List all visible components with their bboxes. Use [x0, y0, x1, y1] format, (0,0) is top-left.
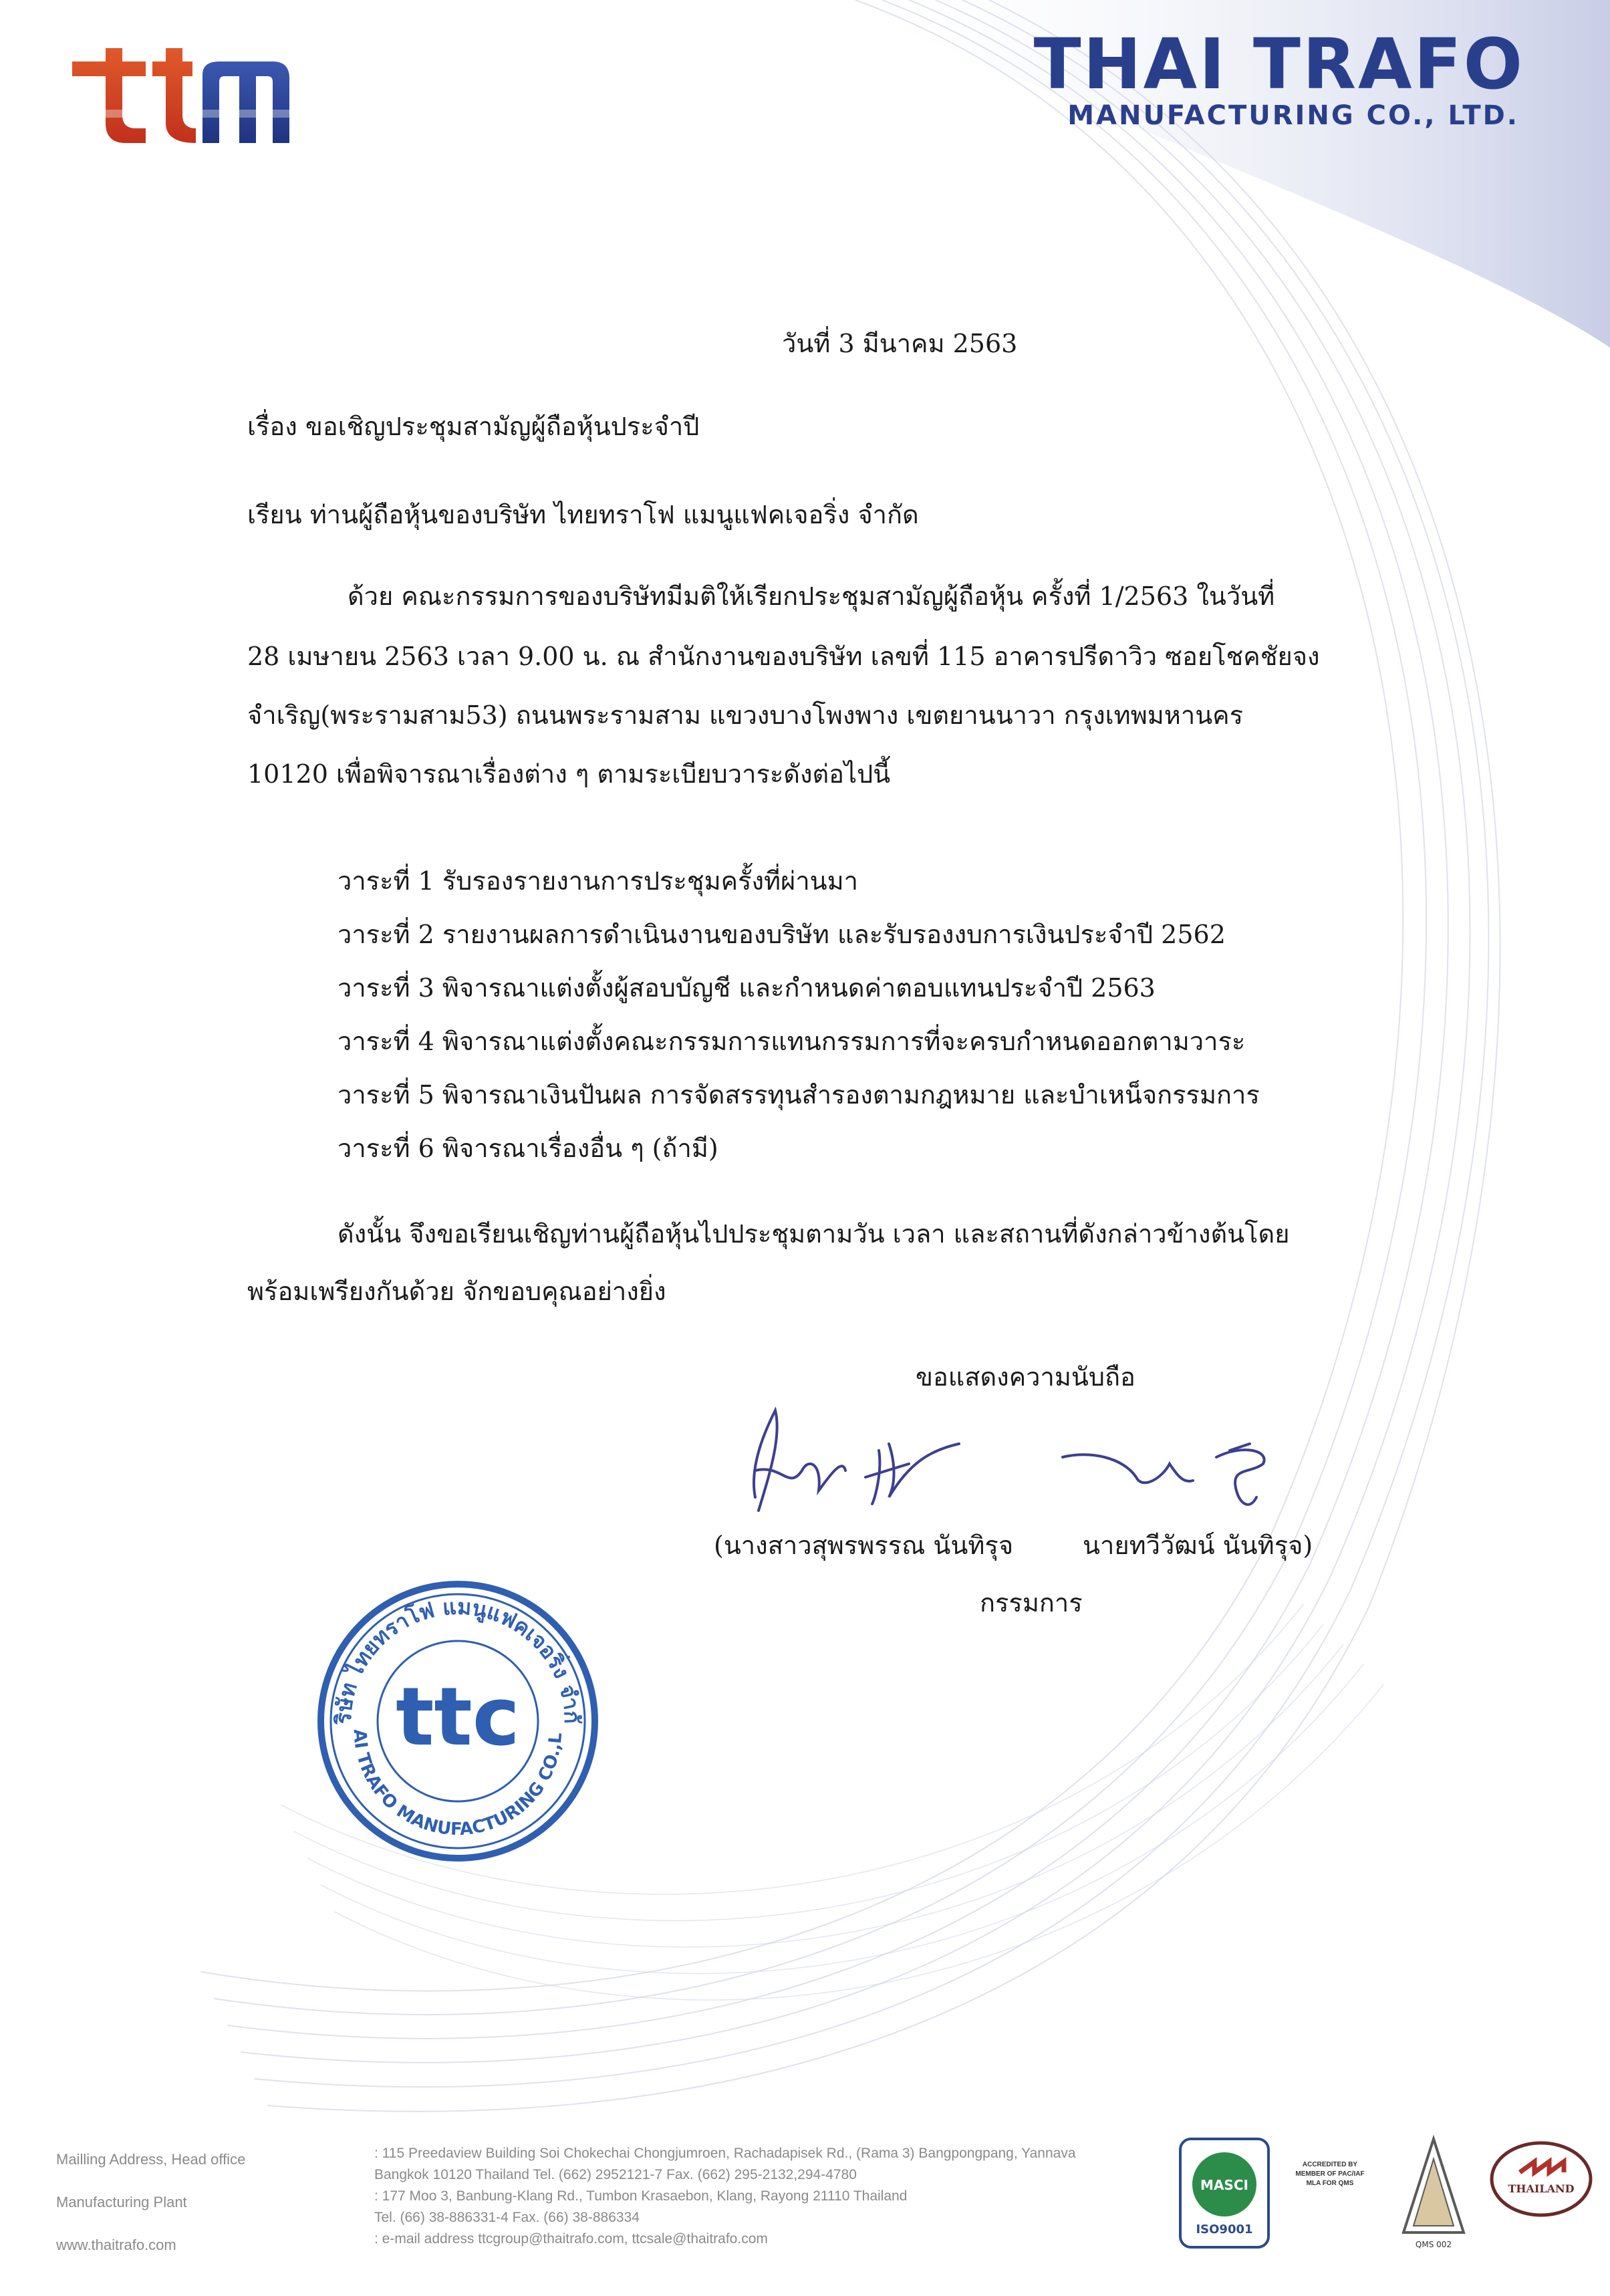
- agenda-item-2: วาระที่ 2 รายงานผลการดำเนินงานของบริษัท และรับรองงบการเงินประจำปี 2562: [338, 920, 1226, 949]
- iso-label: ISO9001: [1196, 2222, 1253, 2237]
- pac-line-1: ACCREDITED BY: [1302, 2161, 1358, 2168]
- agenda-item-5: วาระที่ 5 พิจารณาเงินปันผล การจัดสรรทุนสำรองตามกฎหมาย และบำเหน็จกรรมการ: [338, 1080, 1260, 1110]
- agenda-item-6: วาระที่ 6 พิจารณาเรื่องอื่น ๆ (ถ้ามี): [338, 1134, 718, 1163]
- agenda-item-4: วาระที่ 4 พิจารณาแต่งตั้งคณะกรรมการแทนกรรมการที่จะครบกำหนดออกตามวาระ: [338, 1027, 1246, 1056]
- intro-line-4: 10120 เพื่อพิจารณาเรื่องต่าง ๆ ตามระเบียบวาระดังต่อไปนี้: [247, 759, 891, 789]
- company-name: THAI TRAFO: [1033, 23, 1524, 105]
- masci-badge: [1178, 2136, 1271, 2250]
- masci-label: MASCI: [1200, 2177, 1248, 2193]
- seal-logo-text: ttc: [396, 1671, 520, 1764]
- ttm-logo: [59, 35, 299, 168]
- footer-plant-line-2: Tel. (66) 38-886331-4 Fax. (66) 38-886334: [374, 2210, 640, 2225]
- nac-badge: [1397, 2132, 1470, 2253]
- signature-1: [728, 1397, 982, 1531]
- company-subtitle: MANUFACTURING CO., LTD.: [1067, 100, 1519, 131]
- signature-2: [1049, 1437, 1290, 1524]
- thailand-badge-graphic: [1488, 2139, 1595, 2219]
- footer-plant-line-1: : 177 Moo 3, Banbung-Klang Rd., Tumbon Krasaebon, Klang, Rayong 21110 Thailand: [374, 2188, 908, 2204]
- intro-line-2: 28 เมษายน 2563 เวลา 9.00 น. ณ สำนักงานของบริษัท เลขที่ 115 อาคารปรีดาวิว ซอยโชคชัยจง: [247, 642, 1320, 671]
- footer-label-plant: Manufacturing Plant: [56, 2194, 187, 2210]
- letter-subject: เรื่อง ขอเชิญประชุมสามัญผู้ถือหุ้นประจำปี: [247, 412, 700, 441]
- masci-badge-graphic: [1178, 2136, 1271, 2250]
- intro-line-3: จำเริญ(พระรามสาม53) ถนนพระรามสาม แขวงบางโพงพาง เขตยานนาวา กรุงเทพมหานคร: [247, 700, 1243, 730]
- pac-accreditation-text: [1283, 2160, 1377, 2214]
- pac-line-3: MLA FOR QMS: [1306, 2180, 1354, 2187]
- ttm-logo-graphic: [59, 35, 299, 168]
- agenda-item-3: วาระที่ 3 พิจารณาแต่งตั้งผู้สอบบัญชี และกำหนดค่าตอบแทนประจำปี 2563: [338, 973, 1156, 1003]
- footer-address-line-1: : 115 Preedaview Building Soi Chokechai Chongjumroen, Rachadapisek Rd., (Rama 3) Bangpongpang, Yannava: [374, 2146, 1076, 2161]
- regards: ขอแสดงความนับถือ: [916, 1362, 1135, 1392]
- nac-badge-graphic: [1397, 2132, 1470, 2253]
- company-seal: [314, 1577, 601, 1865]
- pac-line-2: MEMBER OF PAC/IAF: [1295, 2170, 1365, 2178]
- nac-label: QMS 002: [1415, 2240, 1452, 2249]
- footer-website: www.thaitrafo.com: [56, 2237, 176, 2253]
- thailand-label: THAILAND: [1508, 2182, 1575, 2195]
- seal-top-text: ริษัท ไทยทราโฟ แมนูแฟคเจอริ่ง จำกั: [330, 1593, 585, 1725]
- seal-bottom-text: AI TRAFO MANUFACTURING CO.,L: [349, 1729, 566, 1840]
- agenda-item-1: วาระที่ 1 รับรองรายงานการประชุมครั้งที่ผ่านมา: [338, 866, 859, 896]
- signer-1-name: (นางสาวสุพรพรรณ นันทิรุจ: [714, 1531, 1014, 1560]
- signer-title: กรรมการ: [980, 1588, 1083, 1618]
- footer-email-line: : e-mail address ttcgroup@thaitrafo.com, ttcsale@thaitrafo.com: [374, 2231, 768, 2247]
- seal-graphic: [314, 1577, 601, 1865]
- letter-recipient: เรียน ท่านผู้ถือหุ้นของบริษัท ไทยทราโฟ แมนูแฟคเจอริ่ง จำกัด: [247, 500, 919, 529]
- footer-address-line-2: Bangkok 10120 Thailand Tel. (662) 2952121-7 Fax. (662) 295-2132,294-4780: [374, 2167, 857, 2182]
- thailand-badge: [1488, 2139, 1595, 2219]
- signer-2-name: นายทวีวัฒน์ นันทิรุจ): [1083, 1531, 1313, 1560]
- intro-line-1: ด้วย คณะกรรมการของบริษัทมีมติให้เรียกประชุมสามัญผู้ถือหุ้น ครั้งที่ 1/2563 ในวันที่: [348, 582, 1275, 611]
- letter-date: วันที่ 3 มีนาคม 2563: [782, 329, 1018, 358]
- closing-line-2: พร้อมเพรียงกันด้วย จักขอบคุณอย่างยิ่ง: [247, 1277, 666, 1306]
- footer-label-head-office: Mailling Address, Head office: [56, 2151, 246, 2168]
- closing-line-1: ดังนั้น จึงขอเรียนเชิญท่านผู้ถือหุ้นไปประชุมตามวัน เวลา และสถานที่ดังกล่าวข้างต้นโดย: [338, 1219, 1290, 1249]
